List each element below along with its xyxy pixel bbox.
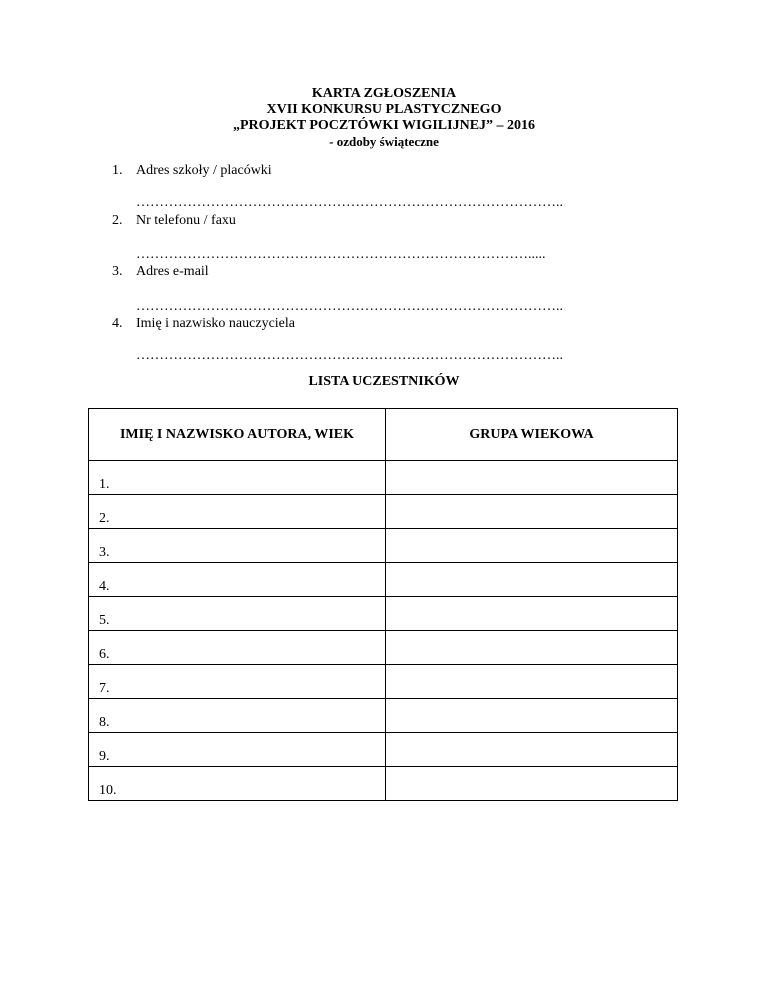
age-group-cell[interactable] — [386, 597, 678, 631]
author-cell[interactable]: 7. — [89, 665, 386, 699]
table-row — [89, 529, 678, 563]
age-group-cell[interactable] — [386, 699, 678, 733]
table-row — [89, 597, 678, 631]
table-row — [89, 461, 678, 495]
field-dots-phone[interactable]: …………………………………………………………………………..... — [136, 247, 546, 262]
age-group-cell[interactable] — [386, 563, 678, 597]
table-row — [89, 733, 678, 767]
age-group-cell[interactable] — [386, 495, 678, 529]
age-group-cell[interactable] — [386, 529, 678, 563]
age-group-cell[interactable] — [386, 631, 678, 665]
header-subtitle: - ozdoby świąteczne — [329, 134, 439, 149]
table-row — [89, 631, 678, 665]
participants-list-title: LISTA UCZESTNIKÓW — [308, 374, 460, 389]
participants-table — [88, 408, 678, 801]
field-label-email: 3. Adres e-mail — [112, 264, 209, 279]
age-group-cell[interactable] — [386, 767, 678, 801]
author-cell[interactable]: 3. — [89, 529, 386, 563]
table-row — [89, 699, 678, 733]
field-dots-email[interactable]: ……………………………………………………………………………….. — [136, 299, 563, 314]
field-dots-school-address[interactable]: ……………………………………………………………………………….. — [136, 195, 563, 210]
header-project: „PROJEKT POCZTÓWKI WIGILIJNEJ” – 2016 — [232, 118, 536, 133]
author-cell[interactable]: 2. — [89, 495, 386, 529]
field-label-phone: 2. Nr telefonu / faxu — [112, 213, 236, 228]
form-header — [0, 86, 768, 150]
header-title: KARTA ZGŁOSZENIA — [311, 86, 457, 101]
age-group-cell[interactable] — [386, 461, 678, 495]
author-cell[interactable]: 9. — [89, 733, 386, 767]
table-row — [89, 495, 678, 529]
header-contest: XVII KONKURSU PLASTYCZNEGO — [266, 102, 502, 117]
column-header-age-group: GRUPA WIEKOWA — [386, 409, 678, 461]
author-cell[interactable]: 1. — [89, 461, 386, 495]
author-cell[interactable]: 10. — [89, 767, 386, 801]
table-row — [89, 563, 678, 597]
field-label-teacher-name: 4. Imię i nazwisko nauczyciela — [112, 316, 295, 331]
author-cell[interactable]: 5. — [89, 597, 386, 631]
field-label-school-address: 1. Adres szkoły / placówki — [112, 163, 272, 178]
age-group-cell[interactable] — [386, 665, 678, 699]
table-row — [89, 665, 678, 699]
author-cell[interactable]: 6. — [89, 631, 386, 665]
author-cell[interactable]: 4. — [89, 563, 386, 597]
field-dots-teacher-name[interactable]: ……………………………………………………………………………….. — [136, 348, 563, 363]
author-cell[interactable]: 8. — [89, 699, 386, 733]
table-header-row — [89, 409, 678, 461]
column-header-author: IMIĘ I NAZWISKO AUTORA, WIEK — [89, 409, 386, 461]
table-row — [89, 767, 678, 801]
age-group-cell[interactable] — [386, 733, 678, 767]
